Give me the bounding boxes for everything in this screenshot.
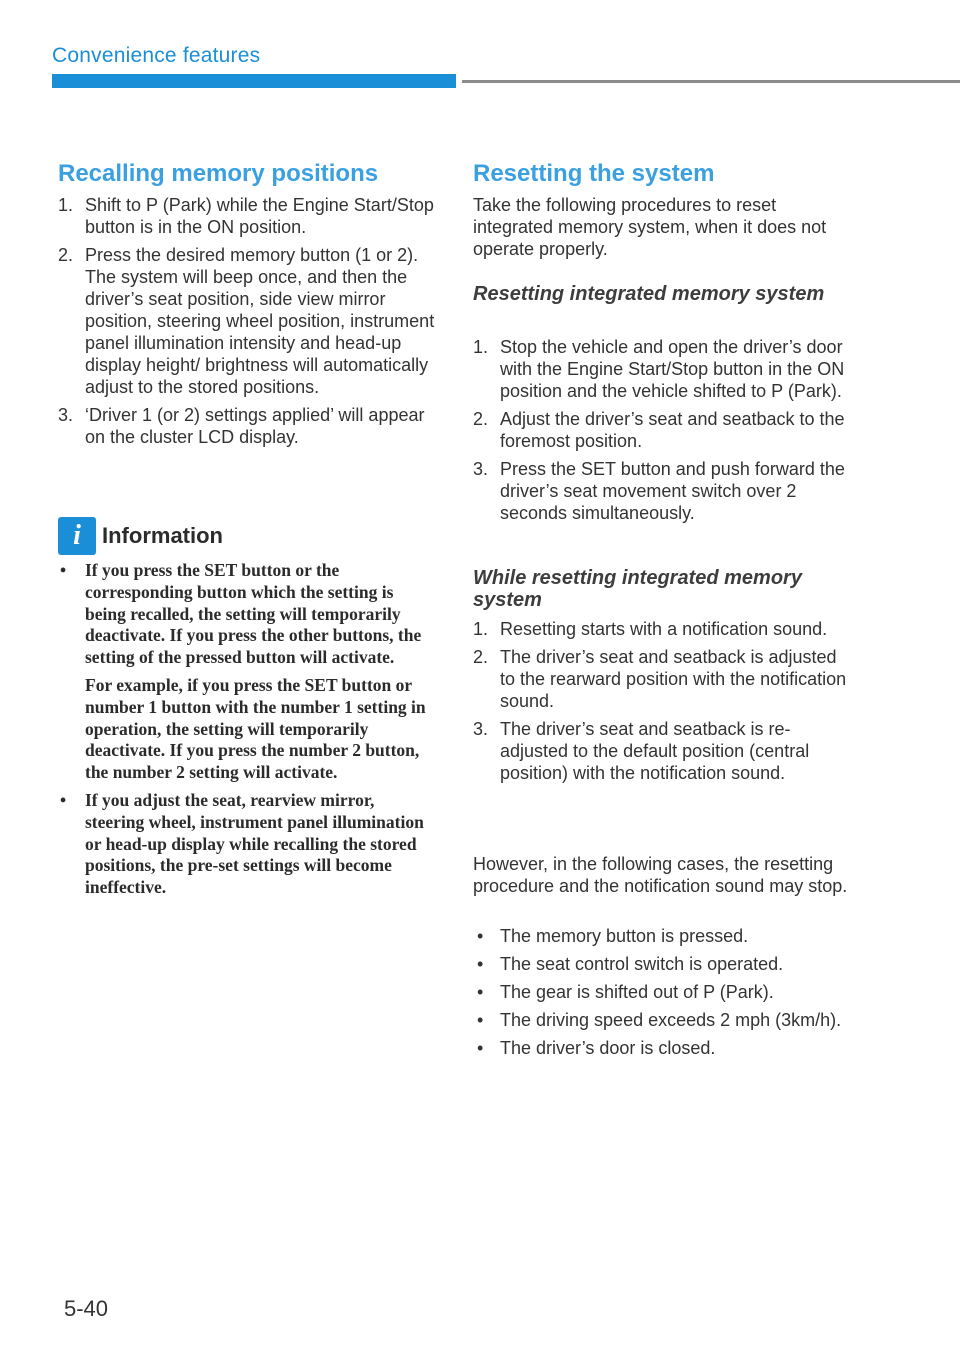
information-box-title bbox=[58, 517, 223, 555]
list-item bbox=[473, 618, 853, 640]
subheading-while-resetting: While resetting integrated memory system bbox=[473, 567, 802, 611]
bullet-icon: • bbox=[477, 954, 484, 974]
information-list bbox=[58, 560, 436, 905]
info-text: If you adjust the seat, rearview mirror, steering wheel, instrument panel illumination or head-up display while recalling the stored positions, the pre-set settings will become ineffective. bbox=[85, 789, 424, 898]
bullet-icon: • bbox=[477, 1038, 484, 1058]
step-number: 2. bbox=[473, 647, 489, 667]
list-item bbox=[473, 336, 853, 402]
list-item bbox=[473, 953, 853, 975]
step-text: Stop the vehicle and open the driver’s door with the Engine Start/Stop button in the ON position and the vehicle shifted to P (Park). bbox=[500, 337, 845, 401]
bullet-icon: • bbox=[60, 560, 67, 580]
stop-conditions-list bbox=[473, 925, 853, 1065]
bullet-text: The gear is shifted out of P (Park). bbox=[500, 982, 774, 1002]
bullet-icon: • bbox=[477, 926, 484, 946]
step-text: Adjust the driver’s seat and seatback to the foremost position. bbox=[500, 409, 845, 451]
information-icon: i bbox=[58, 517, 96, 555]
step-number: 2. bbox=[473, 409, 489, 429]
step-text: Press the desired memory button (1 or 2). The system will beep once, and then the driver’s seat position, side view mirror position, steering wheel position, instrument panel illumination intensity and head-up display height/ brightness will automatically adjust to the stored positions. bbox=[85, 245, 435, 397]
list-item bbox=[58, 244, 438, 398]
list-item bbox=[473, 1037, 853, 1059]
recall-steps-list bbox=[58, 194, 438, 454]
page-number: 5-40 bbox=[64, 1296, 109, 1321]
step-number: 2. bbox=[58, 245, 74, 265]
bullet-icon: • bbox=[60, 789, 67, 810]
heading-resetting-system: Resetting the system bbox=[473, 160, 715, 187]
list-item bbox=[58, 194, 438, 238]
step-number: 3. bbox=[473, 719, 489, 739]
info-text: If you press the SET button or the corresponding button which the setting is being recalled, the setting will temporarily deactivate. If you press the other buttons, the setting of the pressed button will activate. bbox=[85, 560, 422, 668]
list-item bbox=[473, 981, 853, 1003]
information-label: Information bbox=[102, 523, 223, 548]
bullet-text: The driving speed exceeds 2 mph (3km/h). bbox=[500, 1010, 842, 1030]
step-text: The driver’s seat and seatback is adjusted to the rearward position with the notification sound. bbox=[500, 647, 847, 711]
list-item bbox=[473, 646, 853, 712]
step-text: ‘Driver 1 (or 2) settings applied’ will appear on the cluster LCD display. bbox=[85, 405, 425, 447]
bullet-text: The memory button is pressed. bbox=[500, 926, 749, 946]
bullet-icon: • bbox=[477, 982, 484, 1002]
heading-recalling-memory: Recalling memory positions bbox=[58, 160, 379, 187]
step-text: Resetting starts with a notification sound. bbox=[500, 619, 828, 639]
reset-steps-list bbox=[473, 336, 853, 530]
list-item bbox=[473, 458, 853, 524]
resetting-intro: Take the following procedures to reset integrated memory system, when it does not operate properly. bbox=[473, 195, 827, 259]
step-number: 3. bbox=[58, 405, 74, 425]
subheading-resetting-integrated: Resetting integrated memory system bbox=[473, 283, 825, 305]
while-reset-steps-list bbox=[473, 618, 853, 790]
resetting-note: However, in the following cases, the resetting procedure and the notification sound may stop. bbox=[473, 854, 848, 896]
list-item bbox=[58, 790, 436, 899]
bullet-text: The seat control switch is operated. bbox=[500, 954, 784, 974]
list-item bbox=[473, 718, 853, 784]
info-subtext: For example, if you press the SET button or number 1 button with the number 1 setting in operation, the setting will temporarily deactivate. If you press the number 2 button, the number 2 setting will activate. bbox=[85, 674, 426, 783]
section-title: Convenience features bbox=[52, 44, 261, 67]
header-accent-bar bbox=[52, 74, 456, 88]
bullet-icon: • bbox=[477, 1010, 484, 1030]
header-rule bbox=[462, 80, 960, 83]
step-number: 1. bbox=[473, 337, 489, 357]
bullet-text: The driver’s door is closed. bbox=[500, 1038, 716, 1058]
list-item bbox=[473, 408, 853, 452]
step-number: 1. bbox=[58, 195, 74, 215]
step-text: Press the SET button and push forward the driver’s seat movement switch over 2 seconds simultaneously. bbox=[500, 459, 845, 523]
step-number: 3. bbox=[473, 459, 489, 479]
list-item bbox=[58, 560, 436, 784]
list-item bbox=[473, 925, 853, 947]
step-number: 1. bbox=[473, 619, 489, 639]
list-item bbox=[473, 1009, 853, 1031]
step-text: The driver’s seat and seatback is re-adjusted to the default position (central position) with the notification sound. bbox=[500, 719, 810, 783]
list-item bbox=[58, 404, 438, 448]
step-text: Shift to P (Park) while the Engine Start/Stop button is in the ON position. bbox=[85, 195, 434, 237]
